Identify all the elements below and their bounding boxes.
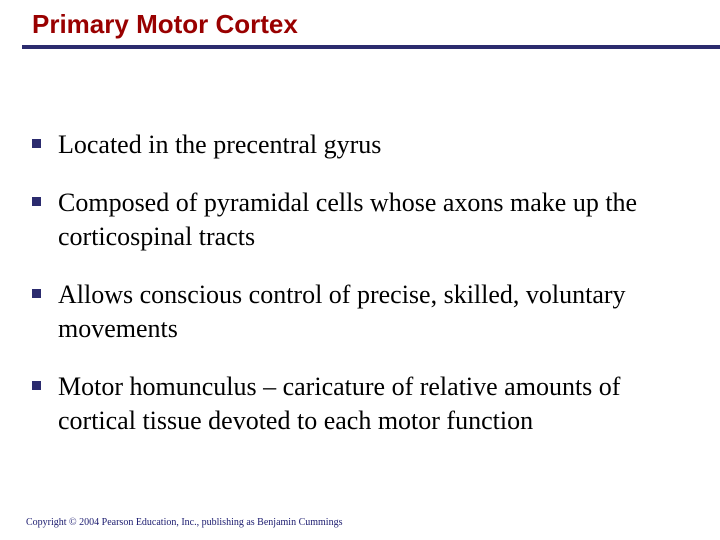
bullet-item [30,370,700,438]
bullet-item [30,128,700,162]
bullet-text: Located in the precentral gyrus [58,130,382,159]
bullet-item [30,186,700,254]
copyright-notice: Copyright © 2004 Pearson Education, Inc., publishing as Benjamin Cummings [26,517,343,528]
square-bullet-icon [32,197,41,206]
square-bullet-icon [32,381,41,390]
bullet-text: Composed of pyramidal cells whose axons make up the corticospinal tracts [58,188,638,251]
title-underline [22,45,720,49]
square-bullet-icon [32,139,41,148]
square-bullet-icon [32,289,41,298]
bullet-text: Motor homunculus – caricature of relative amounts of cortical tissue devoted to each motor function [58,372,621,435]
bullet-list [30,128,700,438]
bullet-text: Allows conscious control of precise, skilled, voluntary movements [58,280,626,343]
bullet-item [30,278,700,346]
slide-title: Primary Motor Cortex [32,9,298,39]
